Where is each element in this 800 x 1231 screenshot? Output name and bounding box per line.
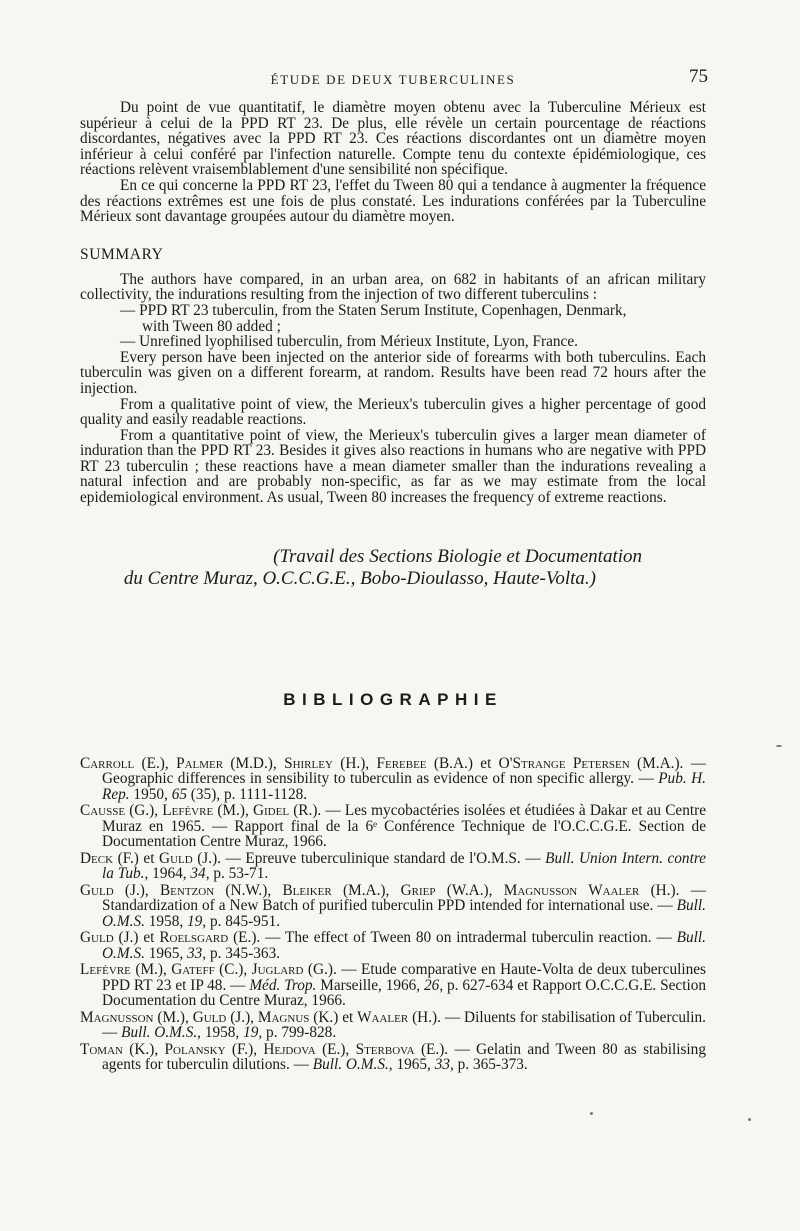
author-name: Bleiker	[282, 881, 332, 899]
running-head	[80, 60, 706, 94]
author-initials: (H.).	[639, 881, 680, 899]
author-initials: (M.D.),	[223, 754, 285, 772]
author-name: Roelsgard	[159, 929, 229, 947]
author-name: Magnus	[257, 1008, 310, 1026]
author-name: Bentzon	[159, 881, 215, 899]
reference-year: 1965,	[144, 944, 187, 962]
reference-title: — Etude comparative en Haute-Volta de deux tuberculines PPD RT 23 et IP 48. —	[102, 961, 706, 994]
summary-paragraph: From a qualitative point of view, the Merieux's tuberculin gives a higher percentage of good quality and easily readable reactions.	[80, 395, 706, 429]
author-name: Shirley	[284, 754, 333, 772]
author-name: Palmer	[176, 754, 224, 772]
author-name: Gateff	[171, 961, 215, 979]
reference-title: — Gelatin and Tween 80 as stabilising agents for tuberculin dilutions. —	[102, 1040, 706, 1074]
page	[80, 60, 706, 1074]
author-initials: (H.).	[408, 1008, 441, 1026]
reference-volume: 34,	[190, 865, 210, 883]
summary-paragraph: Every person have been injected on the anterior side of forearms with both tuberculins. Each tuberculin was given on a different forearm, at random. Results have been read 72 hours after the injection.	[80, 348, 706, 397]
author-name: Carroll	[80, 754, 135, 772]
reference-title: — Diluents for stabilisation of Tuberculin. —	[102, 1008, 706, 1042]
author-name: Sterbova	[355, 1040, 415, 1058]
author-initials: (H.),	[332, 754, 377, 772]
journal-name: Bull. Union Intern. contre la Tub.	[102, 849, 706, 883]
author-initials: (J.) et	[113, 929, 160, 947]
reference-volume: 33,	[187, 944, 207, 962]
credit-line: (Travail des Sections Biologie et Documentation	[273, 545, 642, 567]
author-initials: (R.).	[289, 802, 322, 820]
credit-line: du Centre Muraz, O.C.C.G.E., Bobo-Dioulasso, Haute-Volta.)	[123, 567, 596, 589]
author-name: O'Strange Petersen	[498, 754, 630, 772]
author-name: Lefèvre	[80, 961, 131, 979]
reference-list	[80, 756, 706, 1073]
reference-year: , 1964,	[144, 865, 191, 883]
author-initials: (J.),	[113, 881, 160, 899]
margin-mark	[776, 745, 782, 747]
author-initials: (M.),	[213, 802, 253, 820]
reference-year: 1958,	[144, 912, 187, 930]
author-initials: (E.).	[414, 1040, 449, 1058]
french-paragraph: En ce qui concerne la PPD RT 23, l'effet du Tween 80 qui a tendance à augmenter la fréquence des réactions extrêmes est une fois de plus constaté. Les indurations conférées par la Tuberculine Mérieux sont davantage groupées autour du diamètre moyen.	[80, 176, 706, 226]
author-initials: (C.),	[214, 961, 252, 979]
author-name: Guld	[80, 881, 114, 899]
author-name: Guld	[192, 1008, 227, 1026]
summary-intro: The authors have compared, in an urban area, on 682 in habitants of an african military collectivity, the indurations resulting from the injection of two different tuberculins :	[80, 270, 706, 304]
french-conclusion	[80, 100, 706, 225]
reference-entry	[80, 930, 706, 961]
author-initials: (F.) et	[113, 849, 160, 867]
reference-pages: p. 53-71.	[209, 865, 269, 883]
author-initials: (W.A.),	[435, 881, 504, 899]
reference-title: — Geographic differences in sensibility to tuberculin as evidence of non specific allergy. —	[102, 754, 707, 788]
summary-list-item: — Unrefined lyophilised tuberculin, from Mérieux Institute, Lyon, France.	[120, 333, 578, 351]
author-initials: (N.W.),	[214, 881, 283, 899]
author-name: Gidel	[252, 802, 290, 820]
reference-pages: p. 365-373.	[453, 1056, 528, 1074]
running-title: ÉTUDE DE DEUX TUBERCULINES	[270, 72, 516, 87]
reference-entry	[80, 1010, 706, 1041]
author-initials: (E.),	[134, 754, 177, 772]
reference-title: — Standardization of a New Batch of purified tuberculin PPD intended for international use. —	[102, 881, 707, 915]
author-initials: (M.A.).	[629, 754, 684, 772]
reference-year: 1965,	[392, 1056, 435, 1074]
summary-section	[80, 272, 706, 506]
journal-name: Bull. O.M.S.,	[121, 1024, 202, 1042]
journal-name: Bull. O.M.S.	[102, 929, 706, 962]
author-initials: (K.),	[122, 1040, 165, 1058]
summary-heading: SUMMARY	[80, 245, 164, 263]
reference-volume: 33,	[434, 1056, 454, 1074]
reference-pages: p. 345-363.	[206, 944, 281, 962]
author-name: Ferebee	[376, 754, 427, 772]
reference-entry	[80, 962, 706, 1009]
speck-mark	[748, 1118, 751, 1121]
reference-pages: p. 627-634 et Rapport O.C.C.G.E. Section Documentation du Centre Muraz, 1966.	[102, 976, 707, 1010]
bibliography-heading: BIBLIOGRAPHIE	[283, 689, 503, 709]
reference-entry	[80, 803, 706, 850]
journal-name: Méd. Trop.	[249, 976, 317, 994]
author-name: Hejdova	[263, 1040, 316, 1058]
author-name: Causse	[80, 802, 126, 820]
author-initials: (K.) et	[309, 1008, 358, 1026]
author-initials: (B.A.) et	[426, 754, 499, 772]
author-initials: (M.),	[130, 961, 172, 979]
author-initials: (E.).	[228, 929, 261, 947]
author-name: Lefèvre	[162, 802, 214, 820]
summary-list-item-continued: with Tween 80 added ;	[142, 317, 281, 335]
reference-entry	[80, 883, 706, 930]
journal-name: Pub. H. Rep.	[102, 770, 706, 803]
author-initials: (M.A.),	[331, 881, 401, 899]
speck-mark	[590, 1112, 593, 1115]
author-initials: (M.),	[153, 1008, 193, 1026]
reference-volume: 26,	[424, 976, 444, 994]
author-name: Griep	[400, 881, 436, 899]
reference-year: 1958,	[201, 1024, 244, 1042]
summary-paragraph: From a quantitative point of view, the Merieux's tuberculin gives a larger mean diameter of induration than the PPD RT 23. Besides it gives also reactions in humans who are negative with PPD RT 23 tuberculin ; these reactions have a mean diameter smaller than the indurations revealing a natural infection and are probably non-specific, as far as we may estimate from the local epidemiological environment. As usual, Tween 80 increases the frequency of extreme reactions.	[80, 426, 706, 507]
author-initials: (G.),	[125, 802, 163, 820]
author-name: Waaler	[357, 1008, 409, 1026]
author-initials: (F.),	[225, 1040, 264, 1058]
author-name: Guld	[80, 929, 114, 947]
reference-year: 1950,	[129, 785, 172, 803]
author-name: Magnusson Waaler	[503, 881, 640, 899]
author-initials: (J.),	[226, 1008, 258, 1026]
reference-volume: 19,	[243, 1024, 263, 1042]
author-name: Guld	[159, 849, 193, 867]
reference-pages: p. 845-951.	[206, 912, 281, 930]
author-name: Juglard	[251, 961, 304, 979]
reference-title: — Les mycobactéries isolées et étudiées à Dakar et au Centre Muraz en 1965. — Rapport final de la 6ᵉ Conférence Technique de l'O.C.C.G.E. Section de Documentation Centre Muraz, 1966.	[102, 802, 706, 851]
journal-name: Bull. O.M.S.	[102, 897, 706, 930]
reference-entry	[80, 756, 706, 803]
reference-entry	[80, 1042, 706, 1073]
french-paragraph: Du point de vue quantitatif, le diamètre moyen obtenu avec la Tuberculine Mérieux est supérieur à celui de la PPD RT 23. De plus, elle révèle un certain pourcentage de réactions discordantes, négatives avec la PPD RT 23. Ces réactions discordantes ont un diamètre moyen inférieur à celui conféré par l'infection naturelle. Compte tenu du contexte épidémiologique, ces réactions relèvent vraisemblablement d'une sensibilité non spécifique.	[80, 99, 706, 179]
author-name: Magnusson	[80, 1008, 154, 1026]
reference-year: Marseille, 1966,	[316, 976, 425, 994]
journal-name: Bull. O.M.S.,	[312, 1056, 393, 1074]
author-initials: (E.),	[315, 1040, 356, 1058]
reference-entry	[80, 851, 706, 882]
author-initials: (G.).	[303, 961, 337, 979]
page-number: 75	[689, 66, 708, 87]
author-name: Polansky	[164, 1040, 226, 1058]
reference-volume: 19,	[187, 912, 207, 930]
reference-pages: p. 799-828.	[262, 1024, 337, 1042]
reference-pages: (35), p. 1111-1128.	[186, 785, 308, 803]
author-initials: (J.).	[192, 849, 221, 867]
reference-title: — Epreuve tuberculinique standard de l'O.M.S. —	[221, 849, 546, 867]
reference-volume: 65	[171, 785, 187, 803]
reference-title: — The effect of Tween 80 on intradermal tuberculin reaction. —	[260, 929, 677, 947]
author-name: Deck	[80, 849, 114, 867]
author-name: Toman	[80, 1040, 123, 1058]
institution-credit	[80, 546, 706, 590]
summary-list-item: — PPD RT 23 tuberculin, from the Staten Serum Institute, Copenhagen, Denmark,	[120, 301, 627, 319]
